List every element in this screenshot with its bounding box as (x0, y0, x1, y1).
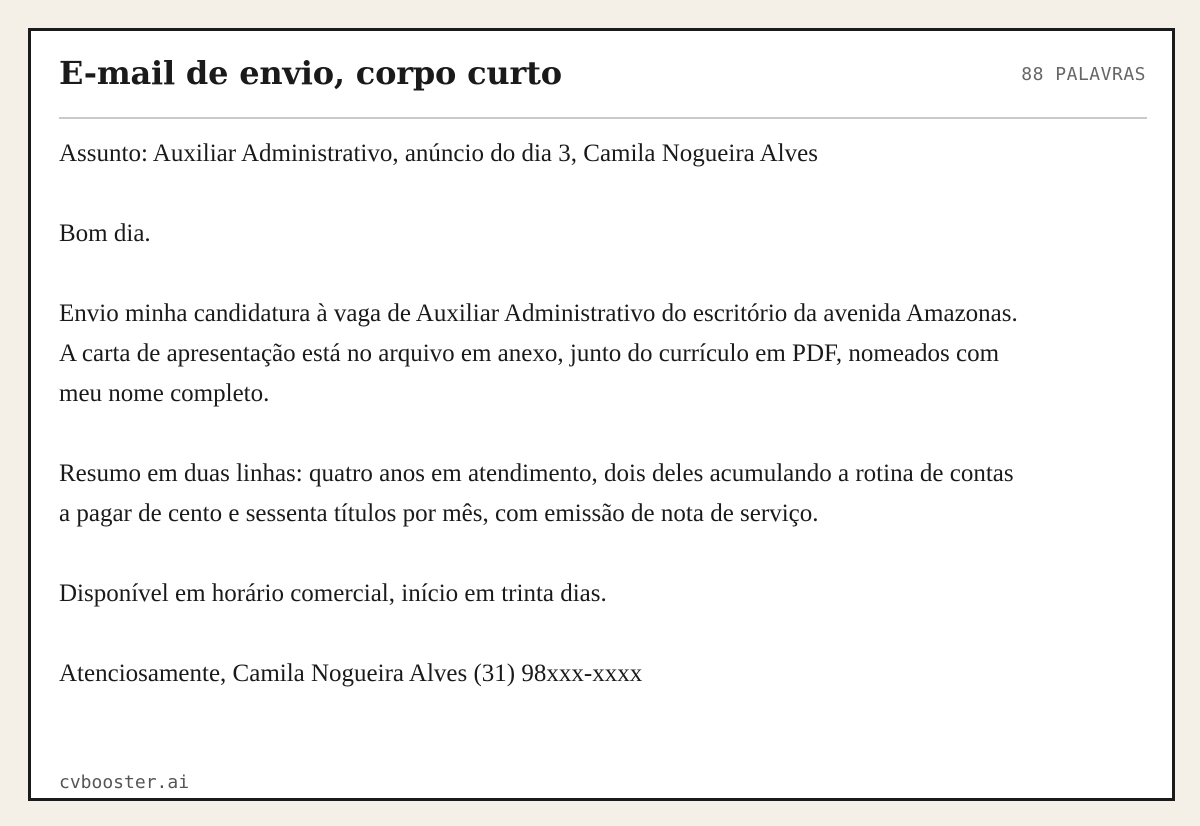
email-availability: Disponível em horário comercial, início em trinta dias. (59, 580, 607, 607)
email-paragraph-summary: Resumo em duas linhas: quatro anos em atendimento, dois deles acumulando a rotina de contas a pagar de cento e sessenta títulos por mês, com emissão de nota de serviço. (59, 460, 1014, 527)
brand-footer: cvbooster.ai (59, 772, 190, 793)
card-title: E-mail de envio, corpo curto (59, 54, 562, 92)
email-subject: Assunto: Auxiliar Administrativo, anúncio do dia 3, Camila Nogueira Alves (59, 140, 818, 167)
email-body (59, 134, 1019, 734)
email-paragraph-application: Envio minha candidatura à vaga de Auxiliar Administrativo do escritório da avenida Amazonas. A carta de apresentação está no arquivo em anexo, junto do currículo em PDF, nomeados com meu nome completo. (59, 300, 1018, 407)
email-signature: Atenciosamente, Camila Nogueira Alves (31) 98xxx-xxxx (59, 660, 643, 687)
email-greeting: Bom dia. (59, 220, 151, 247)
header-divider (59, 117, 1147, 119)
email-example-card (28, 28, 1175, 801)
word-count-label: 88 PALAVRAS (1021, 64, 1146, 85)
